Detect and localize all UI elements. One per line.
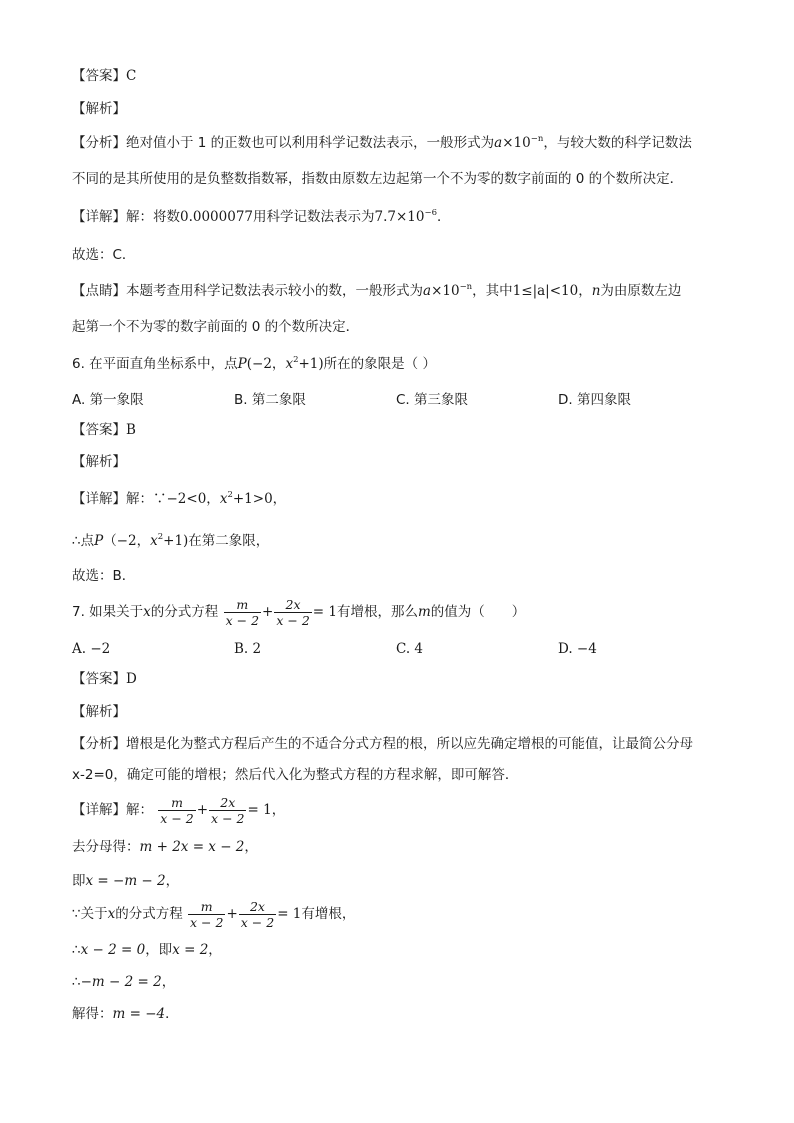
q7-stem: 7. 如果关于x的分式方程 $\frac{m}{x - 2}$ + $\frac{2x}{x - 2}$ = 1有增根，那么m的值为（ ） bbox=[72, 596, 526, 628]
q5-answer-line bbox=[72, 66, 136, 86]
q5-dianjing-line1: 【点睛】本题考查用科学记数法表示较小的数，一般形式为$a\times 10^{-n}$，其中1≤|a|<10，n为由原数左边 bbox=[72, 282, 682, 299]
fraction-m-over-x-minus-2: $\frac{m}{x - 2}$ bbox=[160, 794, 194, 826]
q7-option-b: B. 2 bbox=[234, 641, 262, 657]
answer-value: C bbox=[126, 68, 137, 84]
q7-option-a: A. −2 bbox=[72, 641, 111, 657]
q7-fenxi-line1: 【分析】增根是化为整式方程后产生的不适合分式方程的根，所以应先确定增根的可能值，让最简公分母 bbox=[72, 736, 693, 752]
q6-option-c: C. 第三象限 bbox=[396, 392, 469, 408]
q7-xiangjie-line: 【详解】解： $\frac{m}{x - 2}$ + $\frac{2x}{x - 2}$ = 1， bbox=[72, 794, 286, 826]
q6-option-a: A. 第一象限 bbox=[72, 392, 144, 408]
q5-choose-line: 故选：C． bbox=[72, 247, 136, 263]
q7-step4: ∴x − 2 = 0，即x = 2， bbox=[72, 942, 222, 958]
q5-xiangjie-line: 【详解】解：将数0.0000077用科学记数法表示为$7.7\times 10^{-6}$． bbox=[72, 208, 451, 225]
q7-answer-line: 【答案】D bbox=[72, 671, 137, 687]
q7-fenxi-line2: x-2=0，确定可能的增根；然后代入化为整式方程的方程求解，即可解答． bbox=[72, 767, 519, 783]
fraction-2x-over-x-minus-2: $\frac{2x}{x - 2}$ bbox=[240, 898, 275, 930]
fraction-2x-over-x-minus-2: $\frac{2x}{x - 2}$ bbox=[211, 794, 245, 826]
q7-step3: ∵关于x的分式方程 $\frac{m}{x - 2}$ + $\frac{2x}{x - 2}$ = 1有增根， bbox=[72, 898, 356, 930]
q7-option-c: C. 4 bbox=[396, 641, 424, 657]
q7-option-d: D. −4 bbox=[558, 641, 597, 657]
q5-dianjing-line2: 起第一个不为零的数字前面的 0 的个数所决定． bbox=[72, 319, 360, 335]
fraction-2x-over-x-minus-2: $\frac{2x}{x - 2}$ bbox=[276, 596, 310, 628]
q6-xiangjie-line2: ∴点P（−2，$x^2+1$)在第二象限， bbox=[72, 532, 270, 549]
q7-step6: 解得：m = −4． bbox=[72, 1006, 179, 1022]
q6-stem: 6. 在平面直角坐标系中，点P(−2，$x^2+1$)所在的象限是（ ） bbox=[72, 355, 436, 372]
q7-step5: ∴−m − 2 = 2， bbox=[72, 974, 176, 990]
q6-choose-line: 故选：B． bbox=[72, 568, 136, 584]
answer-tag: 【答案】 bbox=[72, 68, 126, 84]
fraction-m-over-x-minus-2: $\frac{m}{x - 2}$ bbox=[190, 898, 224, 930]
q7-analysis-tag: 【解析】 bbox=[72, 704, 126, 720]
q7-step1: 去分母得：m + 2x = x − 2， bbox=[72, 839, 258, 855]
q6-option-b: B. 第二象限 bbox=[234, 392, 306, 408]
q7-step2: 即x = −m − 2， bbox=[72, 873, 180, 889]
q5-fenxi-line2: 不同的是其所使用的是负整数指数幂，指数由原数左边起第一个不为零的数字前面的 0 的个数所决定． bbox=[72, 171, 684, 187]
q6-xiangjie-line1: 【详解】解：∵−2<0，$x^2+1>0$， bbox=[72, 490, 287, 507]
q6-option-d: D. 第四象限 bbox=[558, 392, 631, 408]
q5-fenxi-line1: 【分析】绝对值小于 1 的正数也可以利用科学记数法表示，一般形式为$a\times 10^{-n}$，与较大数的科学记数法 bbox=[72, 134, 692, 151]
fraction-m-over-x-minus-2: $\frac{m}{x - 2}$ bbox=[225, 596, 260, 628]
q6-answer-line: 【答案】B bbox=[72, 422, 136, 438]
q5-analysis-tag: 【解析】 bbox=[72, 101, 126, 117]
q6-analysis-tag: 【解析】 bbox=[72, 454, 126, 470]
